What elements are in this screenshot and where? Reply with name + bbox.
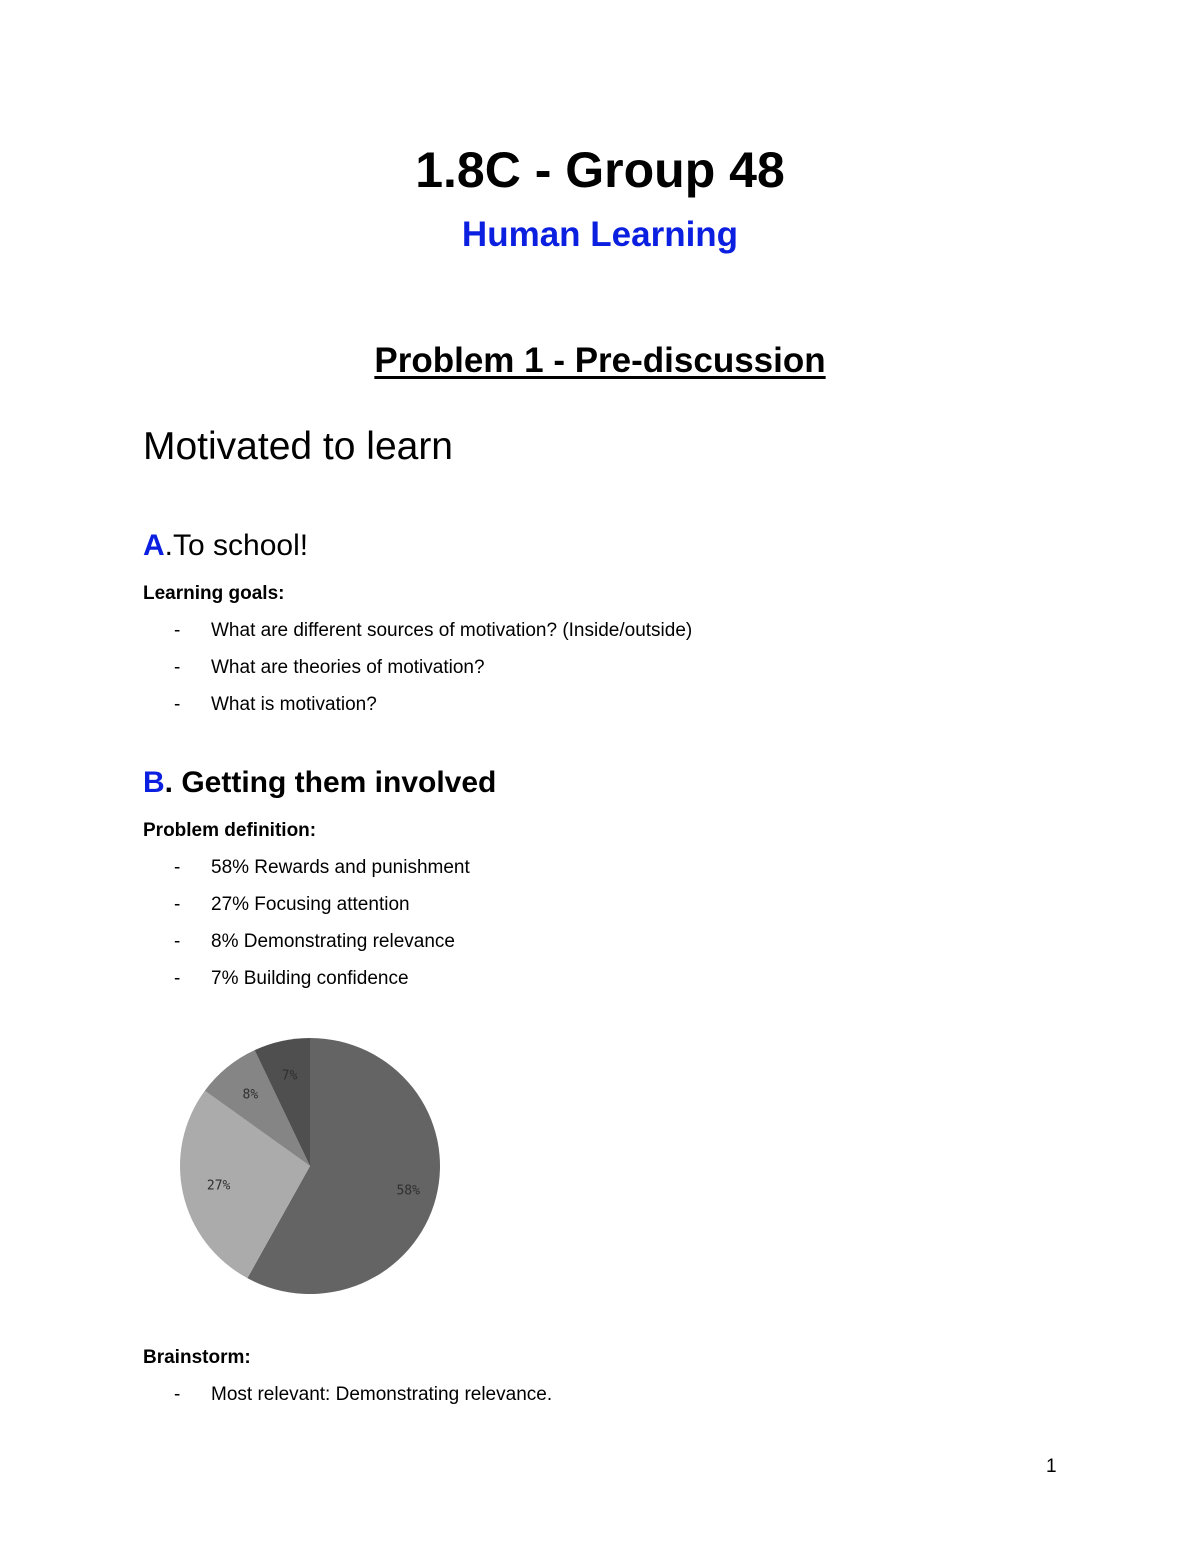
list-item <box>143 1376 552 1413</box>
pie-chart <box>172 1022 452 1302</box>
list-item <box>143 686 692 723</box>
list-item <box>143 960 470 997</box>
brainstorm-label: Brainstorm: <box>143 1347 251 1368</box>
problem-definition-label: Problem definition: <box>143 820 317 841</box>
list-item-text: 58% Rewards and punishment <box>211 857 470 878</box>
problem-heading: Problem 1 - Pre-discussion <box>374 341 826 380</box>
list-item <box>143 649 692 686</box>
bullet-dash: - <box>174 857 181 878</box>
pie-data-label: 58% <box>396 1183 420 1199</box>
bullet-dash: - <box>174 620 181 641</box>
list-item <box>143 923 470 960</box>
bullet-dash: - <box>174 657 181 678</box>
page-number: 1 <box>1046 1456 1057 1477</box>
bullet-dash: - <box>174 968 181 989</box>
section-b-title: . Getting them involved <box>164 766 497 799</box>
section-a-letter: A <box>143 529 165 562</box>
list-item-text: What are theories of motivation? <box>211 657 485 678</box>
list-item <box>143 612 692 649</box>
problem-definition-list <box>143 849 470 997</box>
document-subtitle: Human Learning <box>461 215 739 254</box>
list-item-text: 8% Demonstrating relevance <box>211 931 455 952</box>
list-item <box>143 849 470 886</box>
list-item-text: Most relevant: Demonstrating relevance. <box>211 1384 553 1405</box>
topic-title: Motivated to learn <box>143 425 454 468</box>
list-item-text: 7% Building confidence <box>211 968 409 989</box>
bullet-dash: - <box>174 694 181 715</box>
section-b-heading <box>143 765 496 801</box>
section-a-heading <box>143 528 308 564</box>
list-item-text: What are different sources of motivation? (Inside/outside) <box>211 620 693 641</box>
pie-data-label: 7% <box>281 1068 298 1084</box>
section-b-letter: B <box>143 766 165 799</box>
document-title: 1.8C - Group 48 <box>415 142 785 198</box>
brainstorm-list <box>143 1376 552 1413</box>
pie-data-label: 27% <box>206 1178 231 1194</box>
pie-data-label: 8% <box>242 1087 259 1103</box>
learning-goals-list <box>143 612 692 723</box>
learning-goals-label: Learning goals: <box>143 583 285 604</box>
bullet-dash: - <box>174 1384 181 1405</box>
list-item-text: What is motivation? <box>211 694 377 715</box>
bullet-dash: - <box>174 894 181 915</box>
bullet-dash: - <box>174 931 181 952</box>
section-a-title: .To school! <box>164 529 309 562</box>
list-item <box>143 886 470 923</box>
list-item-text: 27% Focusing attention <box>211 894 410 915</box>
